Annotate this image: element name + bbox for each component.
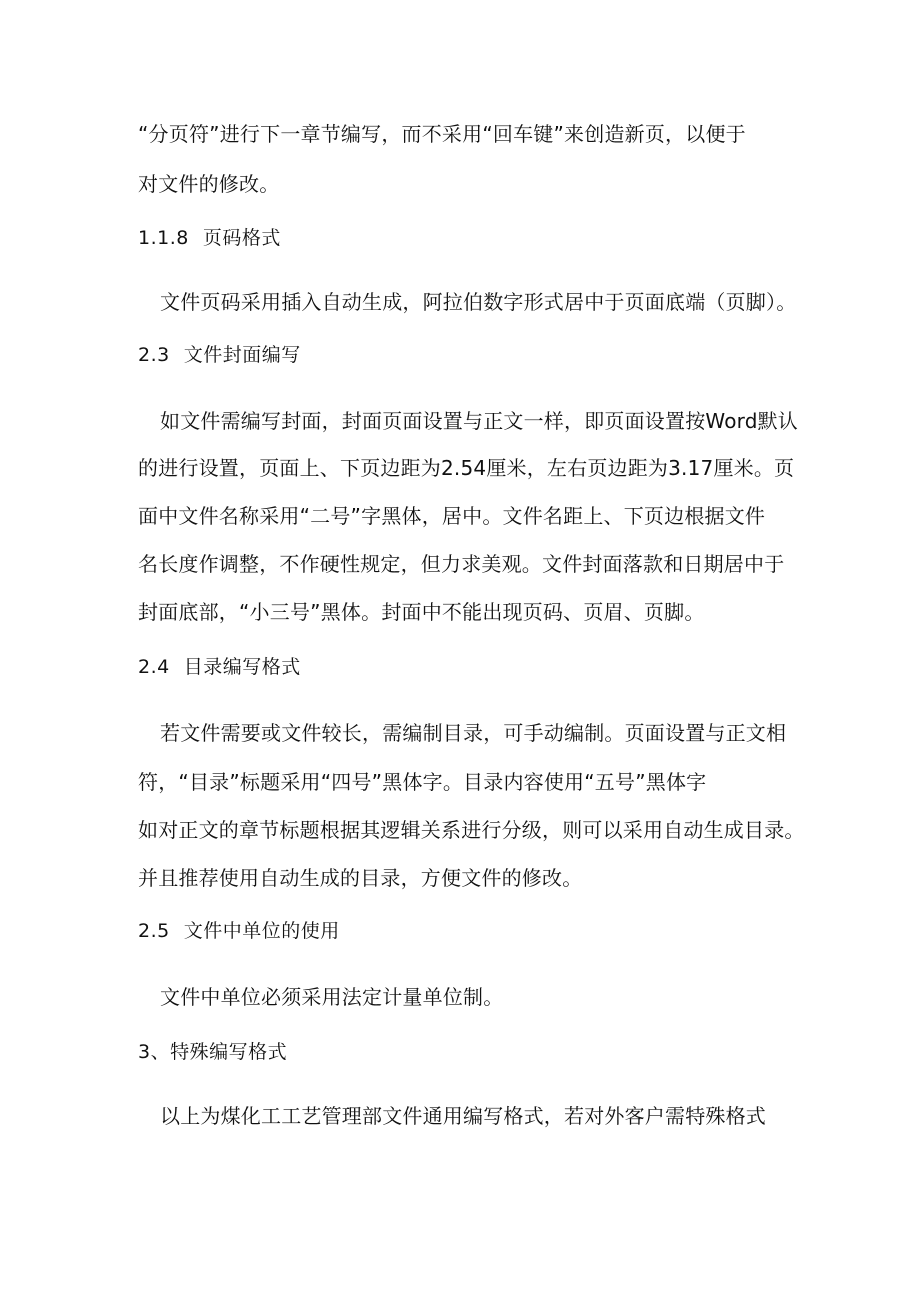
section-heading xyxy=(138,1040,287,1064)
section-title: 目录编写格式 xyxy=(183,656,301,678)
paragraph-line: 文件页码采用插入自动生成，阿拉伯数字形式居中于页面底端（页脚）。 xyxy=(160,290,797,314)
section-title: 特殊编写格式 xyxy=(170,1041,288,1063)
paragraph-line: 对文件的修改。 xyxy=(138,172,280,196)
paragraph-line: 的进行设置，页面上、下页边距为2.54厘米，左右页边距为3.17厘米。页 xyxy=(138,456,795,480)
section-number: 2.3 xyxy=(138,344,170,366)
paragraph-line: “分页符”进行下一章节编写，而不采用“回车键”来创造新页，以便于 xyxy=(138,122,746,146)
section-number: 2.5 xyxy=(138,920,170,942)
paragraph-line: 封面底部，“小三号”黑体。封面中不能出现页码、页眉、页脚。 xyxy=(138,600,705,624)
section-title: 文件中单位的使用 xyxy=(183,920,340,942)
section-title: 文件封面编写 xyxy=(183,344,301,366)
section-heading xyxy=(138,226,281,250)
paragraph-line: 符，“目录”标题采用“四号”黑体字。目录内容使用“五号”黑体字 xyxy=(138,770,707,794)
paragraph-line: 如对正文的章节标题根据其逻辑关系进行分级，则可以采用自动生成目录。 xyxy=(138,818,805,842)
paragraph-line: 若文件需要或文件较长，需编制目录，可手动编制。页面设置与正文相 xyxy=(160,721,787,745)
section-title: 页码格式 xyxy=(202,227,281,249)
paragraph-line: 文件中单位必须采用法定计量单位制。 xyxy=(160,985,504,1009)
section-heading xyxy=(138,655,301,679)
paragraph-line: 面中文件名称采用“二号”字黑体，居中。文件名距上、下页边根据文件 xyxy=(138,504,766,528)
paragraph-line: 以上为煤化工工艺管理部文件通用编写格式，若对外客户需特殊格式 xyxy=(160,1104,766,1128)
paragraph-line: 并且推荐使用自动生成的目录，方便文件的修改。 xyxy=(138,866,583,890)
paragraph-line: 名长度作调整，不作硬性规定，但力求美观。文件封面落款和日期居中于 xyxy=(138,552,785,576)
section-heading xyxy=(138,343,301,367)
section-number: 1.1.8 xyxy=(138,227,189,249)
section-number: 3、 xyxy=(138,1041,171,1063)
section-number: 2.4 xyxy=(138,656,170,678)
section-heading xyxy=(138,919,340,943)
paragraph-line: 如文件需编写封面，封面页面设置与正文一样，即页面设置按Word默认 xyxy=(160,409,799,433)
